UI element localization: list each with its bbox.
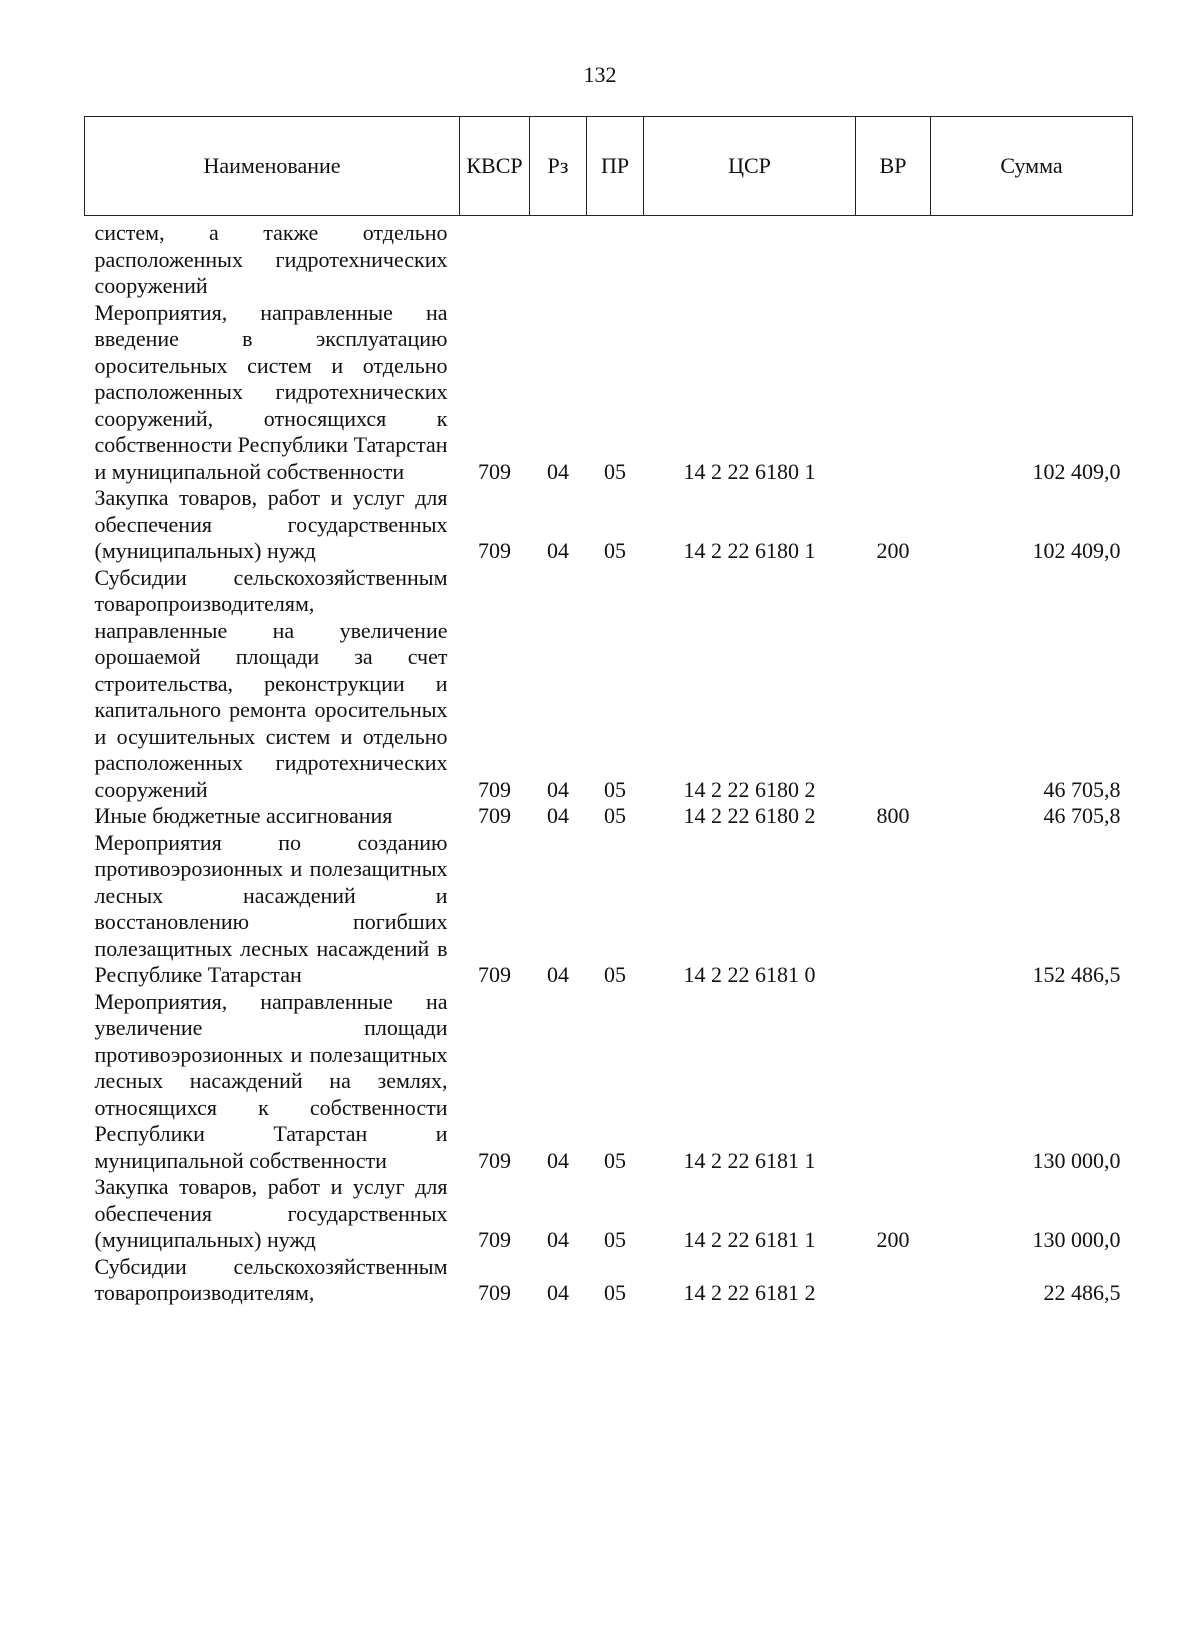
page-number: 132 bbox=[583, 62, 617, 87]
header-name: Наименование bbox=[85, 117, 460, 216]
row-kvsr: 709 bbox=[478, 458, 511, 484]
row-pr bbox=[587, 216, 644, 300]
row-sum bbox=[931, 216, 1133, 300]
row-csr: 14 2 22 6181 0 bbox=[683, 962, 816, 987]
header-vr: ВР bbox=[856, 117, 931, 216]
row-name: Иные бюджетные ассигнования bbox=[94, 803, 393, 828]
header-rz: Рз bbox=[530, 117, 587, 216]
row-sum: 102 409,0 bbox=[1032, 458, 1121, 484]
row-sum: 46 705,8 bbox=[1043, 776, 1121, 802]
row-csr: 14 2 22 6181 1 bbox=[683, 1147, 816, 1173]
table-row bbox=[85, 989, 1133, 1175]
row-csr: 14 2 22 6180 1 bbox=[683, 538, 816, 563]
row-name: Мероприятия, направленные на увеличение площади противоэрозионных и полезащитных лесных насаждений на землях, относящихся к собственности Республики Татарстан и муниципальной собственности bbox=[94, 988, 448, 1173]
row-sum: 130 000,0 bbox=[1032, 1227, 1121, 1252]
table-row bbox=[85, 565, 1133, 804]
row-name: Субсидии сельскохозяйственным товаропроизводителям, направленные на увеличение орошаемой площади за счет строительства, реконструкции и капитального ремонта оросительных и осушительных систем и отдельно расположенных гидротехнических сооружений bbox=[94, 564, 448, 802]
row-vr bbox=[856, 989, 931, 1175]
row-pr: 05 bbox=[604, 1147, 626, 1173]
row-vr: 800 bbox=[876, 803, 910, 828]
table-header bbox=[85, 117, 1133, 216]
row-kvsr: 709 bbox=[478, 1280, 511, 1305]
row-pr: 05 bbox=[604, 458, 626, 484]
row-rz bbox=[530, 216, 587, 300]
table-body bbox=[85, 216, 1133, 1307]
row-pr: 05 bbox=[604, 803, 626, 828]
row-kvsr: 709 bbox=[478, 962, 511, 987]
row-vr bbox=[856, 565, 931, 804]
row-name: Мероприятия, направленные на введение в эксплуатацию оросительных систем и отдельно расположенных гидротехнических сооружений, относящихся к собственности Республики Татарстан и муниципальной собственности bbox=[94, 299, 448, 484]
row-name: Субсидии сельскохозяйственным товаропроизводителям, bbox=[94, 1253, 448, 1305]
row-vr bbox=[856, 216, 931, 300]
row-kvsr: 709 bbox=[478, 1147, 511, 1173]
header-sum: Сумма bbox=[931, 117, 1133, 216]
row-name: Закупка товаров, работ и услуг для обеспечения государственных (муниципальных) нужд bbox=[94, 485, 448, 563]
row-kvsr: 709 bbox=[478, 1227, 511, 1252]
table-row bbox=[85, 1254, 1133, 1307]
row-rz: 04 bbox=[547, 1227, 569, 1252]
row-pr: 05 bbox=[604, 776, 626, 802]
row-vr bbox=[856, 830, 931, 989]
row-vr bbox=[856, 300, 931, 486]
row-csr: 14 2 22 6181 2 bbox=[683, 1280, 816, 1305]
row-rz: 04 bbox=[547, 962, 569, 987]
row-sum: 46 705,8 bbox=[1043, 803, 1121, 828]
row-sum: 22 486,5 bbox=[1043, 1280, 1121, 1305]
table-row bbox=[85, 216, 1133, 300]
row-kvsr: 709 bbox=[478, 776, 511, 802]
table-row bbox=[85, 1174, 1133, 1254]
row-pr: 05 bbox=[604, 1227, 626, 1252]
table-row bbox=[85, 803, 1133, 830]
header-pr: ПР bbox=[587, 117, 644, 216]
row-vr: 200 bbox=[876, 538, 910, 563]
table-row bbox=[85, 485, 1133, 565]
row-sum: 152 486,5 bbox=[1032, 962, 1121, 987]
row-pr: 05 bbox=[604, 1280, 626, 1305]
row-csr: 14 2 22 6180 2 bbox=[683, 803, 816, 828]
row-name: систем, а также отдельно расположенных гидротехнических сооружений bbox=[94, 220, 448, 298]
row-rz: 04 bbox=[547, 776, 569, 802]
table-row bbox=[85, 830, 1133, 989]
row-rz: 04 bbox=[547, 458, 569, 484]
row-kvsr: 709 bbox=[478, 538, 511, 563]
row-vr bbox=[856, 1254, 931, 1307]
row-csr: 14 2 22 6180 2 bbox=[683, 776, 816, 802]
row-pr: 05 bbox=[604, 538, 626, 563]
row-kvsr bbox=[460, 216, 530, 300]
header-csr: ЦСР bbox=[644, 117, 856, 216]
row-csr bbox=[644, 216, 856, 300]
row-csr: 14 2 22 6180 1 bbox=[683, 458, 816, 484]
row-rz: 04 bbox=[547, 538, 569, 563]
table-row bbox=[85, 300, 1133, 486]
row-vr: 200 bbox=[876, 1227, 910, 1252]
row-csr: 14 2 22 6181 1 bbox=[683, 1227, 816, 1252]
header-kvsr: КВСР bbox=[460, 117, 530, 216]
row-sum: 130 000,0 bbox=[1032, 1147, 1121, 1173]
row-kvsr: 709 bbox=[478, 803, 511, 828]
row-rz: 04 bbox=[547, 1147, 569, 1173]
row-pr: 05 bbox=[604, 962, 626, 987]
row-sum: 102 409,0 bbox=[1032, 538, 1121, 563]
row-name: Мероприятия по созданию противоэрозионных и полезащитных лесных насаждений и восстановлению погибших полезащитных лесных насаждений в Республике Татарстан bbox=[94, 829, 448, 987]
row-rz: 04 bbox=[547, 1280, 569, 1305]
row-name: Закупка товаров, работ и услуг для обеспечения государственных (муниципальных) нужд bbox=[94, 1174, 448, 1252]
budget-table bbox=[84, 116, 1133, 1307]
row-rz: 04 bbox=[547, 803, 569, 828]
